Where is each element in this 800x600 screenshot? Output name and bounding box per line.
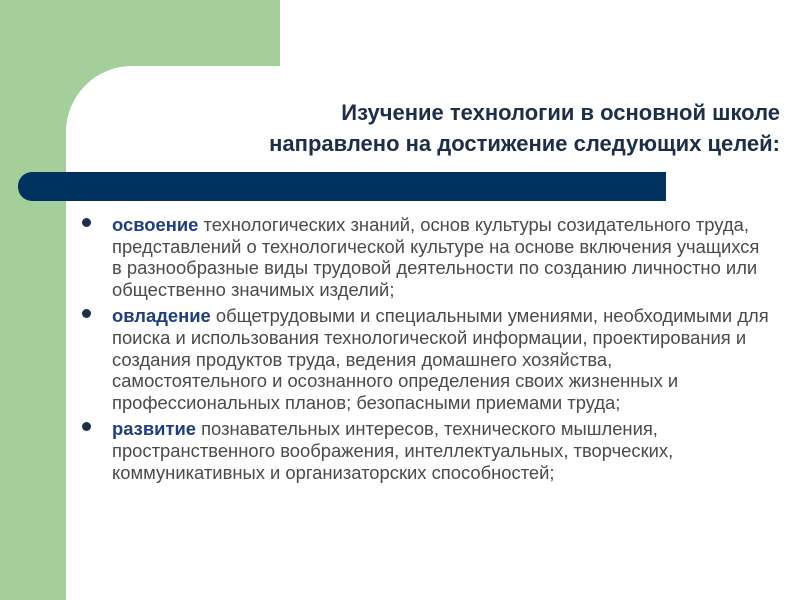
bullet-icon <box>82 218 91 227</box>
bullet-keyword: развитие <box>112 418 196 440</box>
slide-title <box>110 97 780 159</box>
list-item <box>82 214 772 300</box>
bullet-icon <box>82 422 91 431</box>
list-item <box>82 418 772 483</box>
bullet-keyword: овладение <box>112 305 211 327</box>
title-divider-bar <box>18 172 666 201</box>
goals-list <box>82 214 772 488</box>
slide-title-line-1: Изучение технологии в основной школе <box>341 100 780 125</box>
bullet-keyword: освоение <box>112 214 199 235</box>
bullet-text: общетрудовыми и специальными умениями, необходимыми для поиска и использования технологической информации, проектирования и создания продуктов труда, ведения домашнего хозяйства, самостоятельного и осознанного определения своих жизненных и профессиональных планов; безопасными приемами труда; <box>112 305 769 413</box>
bullet-text: познавательных интересов, технического мышления, пространственного воображения, интеллектуальных, творческих, коммуникативных и организаторских способностей; <box>112 418 674 483</box>
slide-title-line-2: направлено на достижение следующих целей: <box>269 131 780 156</box>
bullet-text: технологических знаний, основ культуры созидательного труда, представлений о технологической культуре на основе включения учащихся в разнообразные виды трудовой деятельности по созданию личностно или общественно значимых изделий; <box>112 214 760 300</box>
bullet-icon <box>82 309 91 318</box>
list-item <box>82 305 772 413</box>
